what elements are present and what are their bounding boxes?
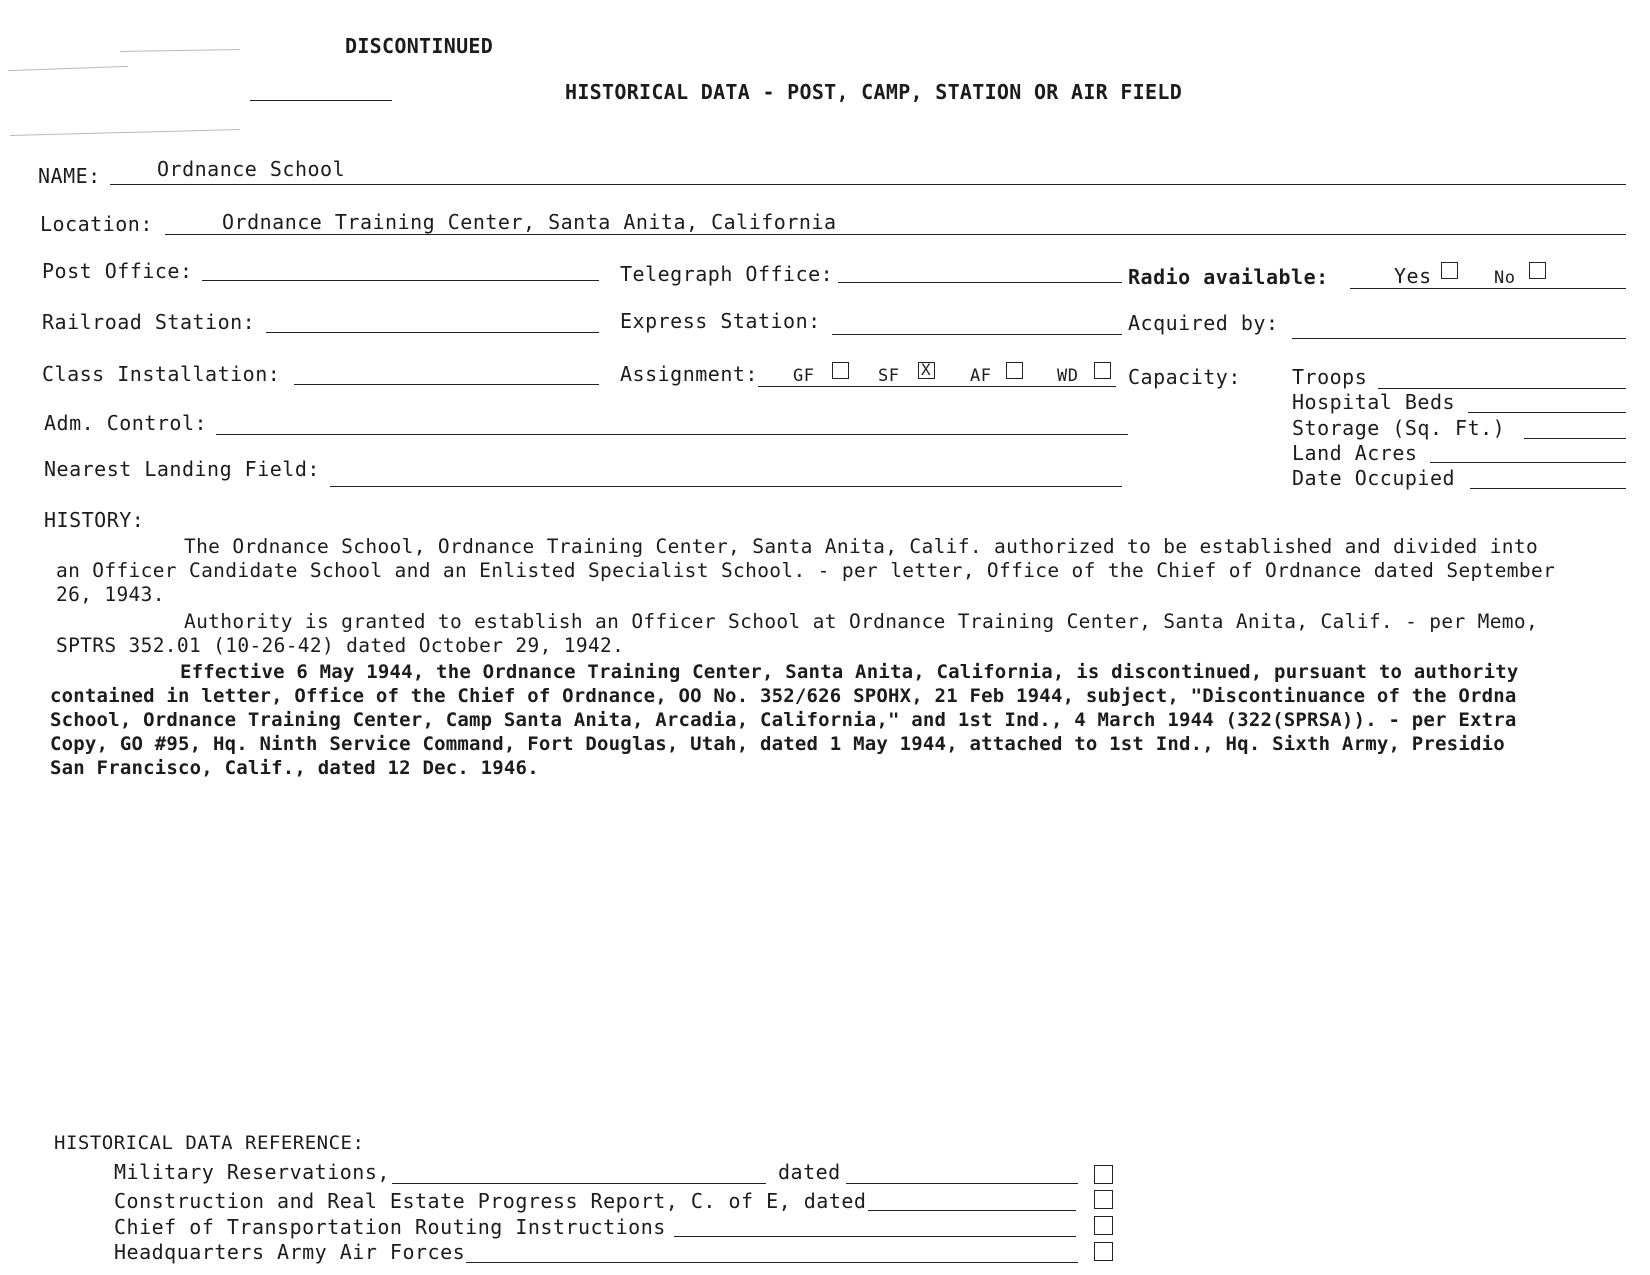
- ref-hq-army-air-forces: Headquarters Army Air Forces: [114, 1240, 466, 1264]
- reference-label: HISTORICAL DATA REFERENCE:: [54, 1132, 365, 1154]
- discontinued-stamp: DISCONTINUED: [345, 34, 494, 58]
- post-office-line: [202, 280, 599, 281]
- ref-construction-line: [868, 1210, 1076, 1211]
- ref-military-dated-line: [846, 1183, 1078, 1184]
- ref-construction-checkbox[interactable]: [1094, 1190, 1113, 1209]
- radio-line: [1350, 288, 1626, 289]
- acquired-by-line: [1292, 338, 1626, 339]
- assign-wd-checkbox[interactable]: [1094, 362, 1111, 379]
- class-installation-label: Class Installation:: [42, 362, 281, 386]
- post-office-label: Post Office:: [42, 259, 193, 283]
- location-value: Ordnance Training Center, Santa Anita, California: [222, 210, 837, 234]
- radio-no-label: No: [1494, 268, 1516, 288]
- class-installation-line: [294, 384, 599, 385]
- capacity-label: Capacity:: [1128, 365, 1241, 389]
- radio-yes-checkbox[interactable]: [1441, 262, 1458, 279]
- railroad-station-label: Railroad Station:: [42, 310, 256, 334]
- history-p1-line: The Ordnance School, Ordnance Training Center, Santa Anita, Calif. authorized to be established and divided into: [184, 535, 1539, 558]
- ref-military-dated: dated: [778, 1160, 841, 1184]
- assign-sf-label: SF: [878, 366, 900, 386]
- nearest-landing-field-label: Nearest Landing Field:: [44, 457, 320, 481]
- hospital-beds-line: [1468, 412, 1626, 413]
- acquired-by-label: Acquired by:: [1128, 311, 1279, 335]
- history-paragraph-3: [50, 660, 1518, 780]
- railroad-station-line: [266, 332, 599, 333]
- storage-line: [1524, 438, 1626, 439]
- scan-mark: [10, 129, 240, 136]
- assign-sf-checkbox[interactable]: [918, 362, 935, 379]
- assign-gf-checkbox[interactable]: [832, 362, 849, 379]
- land-acres-line: [1430, 462, 1626, 463]
- date-occupied-line: [1470, 488, 1626, 489]
- ref-military-line: [392, 1183, 766, 1184]
- history-p3-line: Copy, GO #95, Hq. Ninth Service Command, Fort Douglas, Utah, dated 1 May 1944, attached to 1st Ind., Hq. Sixth Army, Presidio: [50, 733, 1505, 755]
- header-blank-line: [250, 100, 392, 101]
- scan-mark: [120, 49, 240, 52]
- ref-hq-checkbox[interactable]: [1094, 1242, 1113, 1261]
- radio-yes-label: Yes: [1394, 264, 1432, 288]
- history-p1-line: an Officer Candidate School and an Enlisted Specialist School. - per letter, Office of the Chief of Ordnance dated September: [56, 559, 1556, 582]
- hospital-beds-label: Hospital Beds: [1292, 390, 1456, 414]
- name-value: Ordnance School: [157, 157, 346, 181]
- document-title: HISTORICAL DATA - POST, CAMP, STATION OR AIR FIELD: [565, 80, 1183, 104]
- name-field-line: [110, 184, 1626, 185]
- storage-label: Storage (Sq. Ft.): [1292, 416, 1506, 440]
- ref-military-reservations: Military Reservations,: [114, 1160, 390, 1184]
- adm-control-line: [216, 434, 1128, 435]
- name-label: NAME:: [38, 164, 101, 188]
- assign-af-label: AF: [970, 366, 992, 386]
- history-p3-line: San Francisco, Calif., dated 12 Dec. 1946.: [50, 757, 539, 779]
- troops-label: Troops: [1292, 365, 1368, 389]
- express-station-line: [832, 334, 1122, 335]
- history-p3-line: School, Ordnance Training Center, Camp Santa Anita, Arcadia, California," and 1st Ind., 4 March 1944 (322(SPRSA)). - per Extra: [50, 709, 1517, 731]
- location-label: Location:: [40, 212, 153, 236]
- history-p1-line: 26, 1943.: [56, 583, 165, 606]
- land-acres-label: Land Acres: [1292, 441, 1418, 465]
- history-p3-line: Effective 6 May 1944, the Ordnance Training Center, Santa Anita, California, is discontinued, pursuant to authority: [180, 661, 1519, 683]
- telegraph-office-line: [838, 282, 1122, 283]
- telegraph-office-label: Telegraph Office:: [620, 262, 834, 286]
- history-p3-line: contained in letter, Office of the Chief of Ordnance, OO No. 352/626 SPOHX, 21 Feb 1944, subject, "Discontinuance of the Ordna: [50, 685, 1517, 707]
- location-field-line: [165, 234, 1626, 235]
- date-occupied-label: Date Occupied: [1292, 466, 1456, 490]
- ref-transportation-checkbox[interactable]: [1094, 1216, 1113, 1235]
- scan-mark: [8, 66, 128, 71]
- radio-available-label: Radio available:: [1128, 265, 1329, 289]
- assign-gf-label: GF: [793, 366, 815, 386]
- history-p2-line: SPTRS 352.01 (10-26-42) dated October 29, 1942.: [56, 634, 625, 657]
- history-label: HISTORY:: [44, 508, 145, 532]
- assignment-line: [758, 386, 1116, 387]
- express-station-label: Express Station:: [620, 309, 821, 333]
- assignment-label: Assignment:: [620, 362, 758, 386]
- history-paragraph-2: [56, 610, 1538, 658]
- troops-line: [1378, 388, 1626, 389]
- history-paragraph-1: [56, 535, 1555, 607]
- assign-af-checkbox[interactable]: [1006, 362, 1023, 379]
- assign-wd-label: WD: [1057, 366, 1079, 386]
- ref-transportation: Chief of Transportation Routing Instructions: [114, 1215, 666, 1239]
- adm-control-label: Adm. Control:: [44, 411, 208, 435]
- ref-military-checkbox[interactable]: [1094, 1165, 1113, 1184]
- ref-hq-line: [466, 1262, 1078, 1263]
- history-p2-line: Authority is granted to establish an Officer School at Ordnance Training Center, Santa Anita, Calif. - per Memo,: [184, 610, 1539, 633]
- radio-no-checkbox[interactable]: [1529, 262, 1546, 279]
- nearest-landing-field-line: [330, 486, 1122, 487]
- ref-transportation-line: [674, 1236, 1076, 1237]
- ref-construction: Construction and Real Estate Progress Report, C. of E, dated: [114, 1189, 867, 1213]
